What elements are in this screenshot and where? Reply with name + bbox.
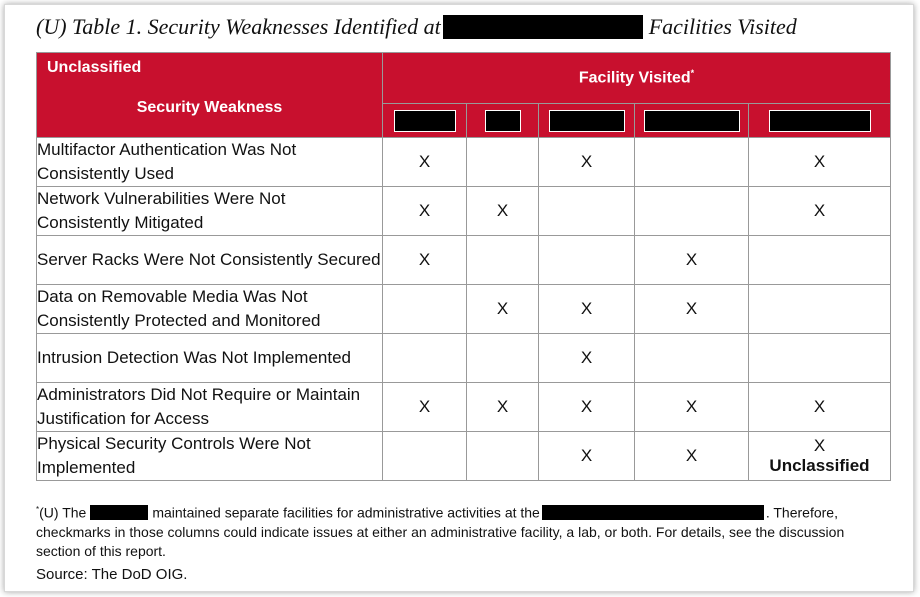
weakness-mark: X	[580, 348, 593, 367]
table-row	[37, 334, 891, 383]
table-row	[37, 285, 891, 334]
facility-mark-cell	[467, 334, 539, 383]
facility-column-header	[467, 104, 539, 138]
facility-mark-cell	[635, 187, 749, 236]
facility-mark-cell	[539, 432, 635, 481]
table-row	[37, 432, 891, 481]
classification-footer: Unclassified	[769, 456, 870, 475]
redaction-bar	[769, 110, 871, 132]
source-line: Source: The DoD OIG.	[36, 566, 188, 583]
redaction-bar	[443, 15, 643, 39]
facility-mark-cell	[383, 383, 467, 432]
redaction-bar	[549, 110, 625, 132]
weakness-label: Data on Removable Media Was Not Consistently Protected and Monitored	[37, 285, 383, 334]
facility-mark-cell	[383, 236, 467, 285]
security-weakness-header: Security Weakness	[136, 99, 283, 116]
weakness-mark: X	[580, 446, 593, 465]
weakness-mark: X	[418, 152, 431, 171]
facility-mark-cell	[635, 383, 749, 432]
table-row	[37, 138, 891, 187]
facility-mark-cell	[749, 187, 891, 236]
caption-text-start: (U) Table 1. Security Weaknesses Identified at	[36, 14, 441, 39]
facility-mark-cell	[635, 285, 749, 334]
redaction-bar	[485, 110, 521, 132]
facility-mark-cell	[749, 432, 891, 481]
weakness-mark: X	[685, 397, 698, 416]
weakness-label: Intrusion Detection Was Not Implemented	[37, 334, 383, 383]
facility-mark-cell	[383, 334, 467, 383]
table-footnote	[36, 500, 886, 561]
facility-column-header	[749, 104, 891, 138]
caption-text-end: Facilities Visited	[648, 14, 797, 39]
facility-mark-cell	[539, 383, 635, 432]
weakness-mark: X	[418, 201, 431, 220]
facility-mark-cell	[635, 138, 749, 187]
weakness-label: Administrators Did Not Require or Maintain Justification for Access	[37, 383, 383, 432]
facility-mark-cell	[635, 236, 749, 285]
redaction-bar	[394, 110, 456, 132]
weakness-mark: X	[813, 436, 826, 455]
facility-mark-cell	[467, 285, 539, 334]
facility-mark-cell	[383, 432, 467, 481]
weakness-label: Multifactor Authentication Was Not Consistently Used	[37, 138, 383, 187]
redaction-bar	[90, 505, 148, 520]
facility-mark-cell	[467, 432, 539, 481]
weakness-mark: X	[813, 152, 826, 171]
weakness-header-cell	[37, 53, 383, 138]
weakness-mark: X	[496, 201, 509, 220]
facility-mark-cell	[749, 383, 891, 432]
table-row	[37, 236, 891, 285]
weakness-mark: X	[580, 397, 593, 416]
footnote-text-3: . Therefore, checkmarks in those columns could indicate issues at either an administrative facility, a lab, or both. For details, see the discussion section of this report.	[36, 504, 845, 559]
facility-visited-header	[383, 53, 891, 104]
redaction-bar	[542, 505, 764, 520]
weakness-label: Physical Security Controls Were Not Implemented	[37, 432, 383, 481]
facility-column-header	[383, 104, 467, 138]
footnote-marker: *	[690, 68, 695, 79]
weakness-mark: X	[496, 397, 509, 416]
weakness-label: Server Racks Were Not Consistently Secured	[37, 236, 383, 285]
facility-mark-cell	[383, 187, 467, 236]
table-row	[37, 383, 891, 432]
facility-mark-cell	[539, 138, 635, 187]
facility-mark-cell	[383, 138, 467, 187]
weakness-mark: X	[496, 299, 509, 318]
footnote-marker: *	[36, 505, 40, 514]
facility-visited-label: Facility Visited	[578, 69, 691, 87]
weakness-mark: X	[685, 250, 698, 269]
weakness-mark: X	[580, 152, 593, 171]
weakness-mark: X	[685, 446, 698, 465]
weakness-label: Network Vulnerabilities Were Not Consistently Mitigated	[37, 187, 383, 236]
weakness-mark: X	[813, 397, 826, 416]
weakness-mark: X	[813, 201, 826, 220]
security-weakness-table	[36, 52, 891, 481]
facility-mark-cell	[383, 285, 467, 334]
facility-mark-cell	[467, 383, 539, 432]
weakness-mark: X	[685, 299, 698, 318]
facility-column-header	[635, 104, 749, 138]
facility-mark-cell	[749, 334, 891, 383]
weakness-mark: X	[418, 250, 431, 269]
weakness-mark: X	[580, 299, 593, 318]
facility-mark-cell	[539, 334, 635, 383]
weakness-mark: X	[418, 397, 431, 416]
classification-label: Unclassified	[47, 59, 142, 76]
facility-mark-cell	[635, 334, 749, 383]
facility-mark-cell	[749, 285, 891, 334]
table-row	[37, 187, 891, 236]
footnote-text-1: (U) The	[39, 504, 87, 521]
facility-mark-cell	[539, 236, 635, 285]
facility-mark-cell	[539, 187, 635, 236]
redaction-bar	[644, 110, 740, 132]
facility-mark-cell	[635, 432, 749, 481]
footnote-text-2: maintained separate facilities for administrative activities at the	[152, 504, 540, 521]
facility-mark-cell	[749, 236, 891, 285]
facility-column-header	[539, 104, 635, 138]
facility-mark-cell	[467, 236, 539, 285]
facility-mark-cell	[749, 138, 891, 187]
facility-mark-cell	[467, 138, 539, 187]
facility-mark-cell	[539, 285, 635, 334]
facility-mark-cell	[467, 187, 539, 236]
table-caption	[36, 14, 797, 40]
